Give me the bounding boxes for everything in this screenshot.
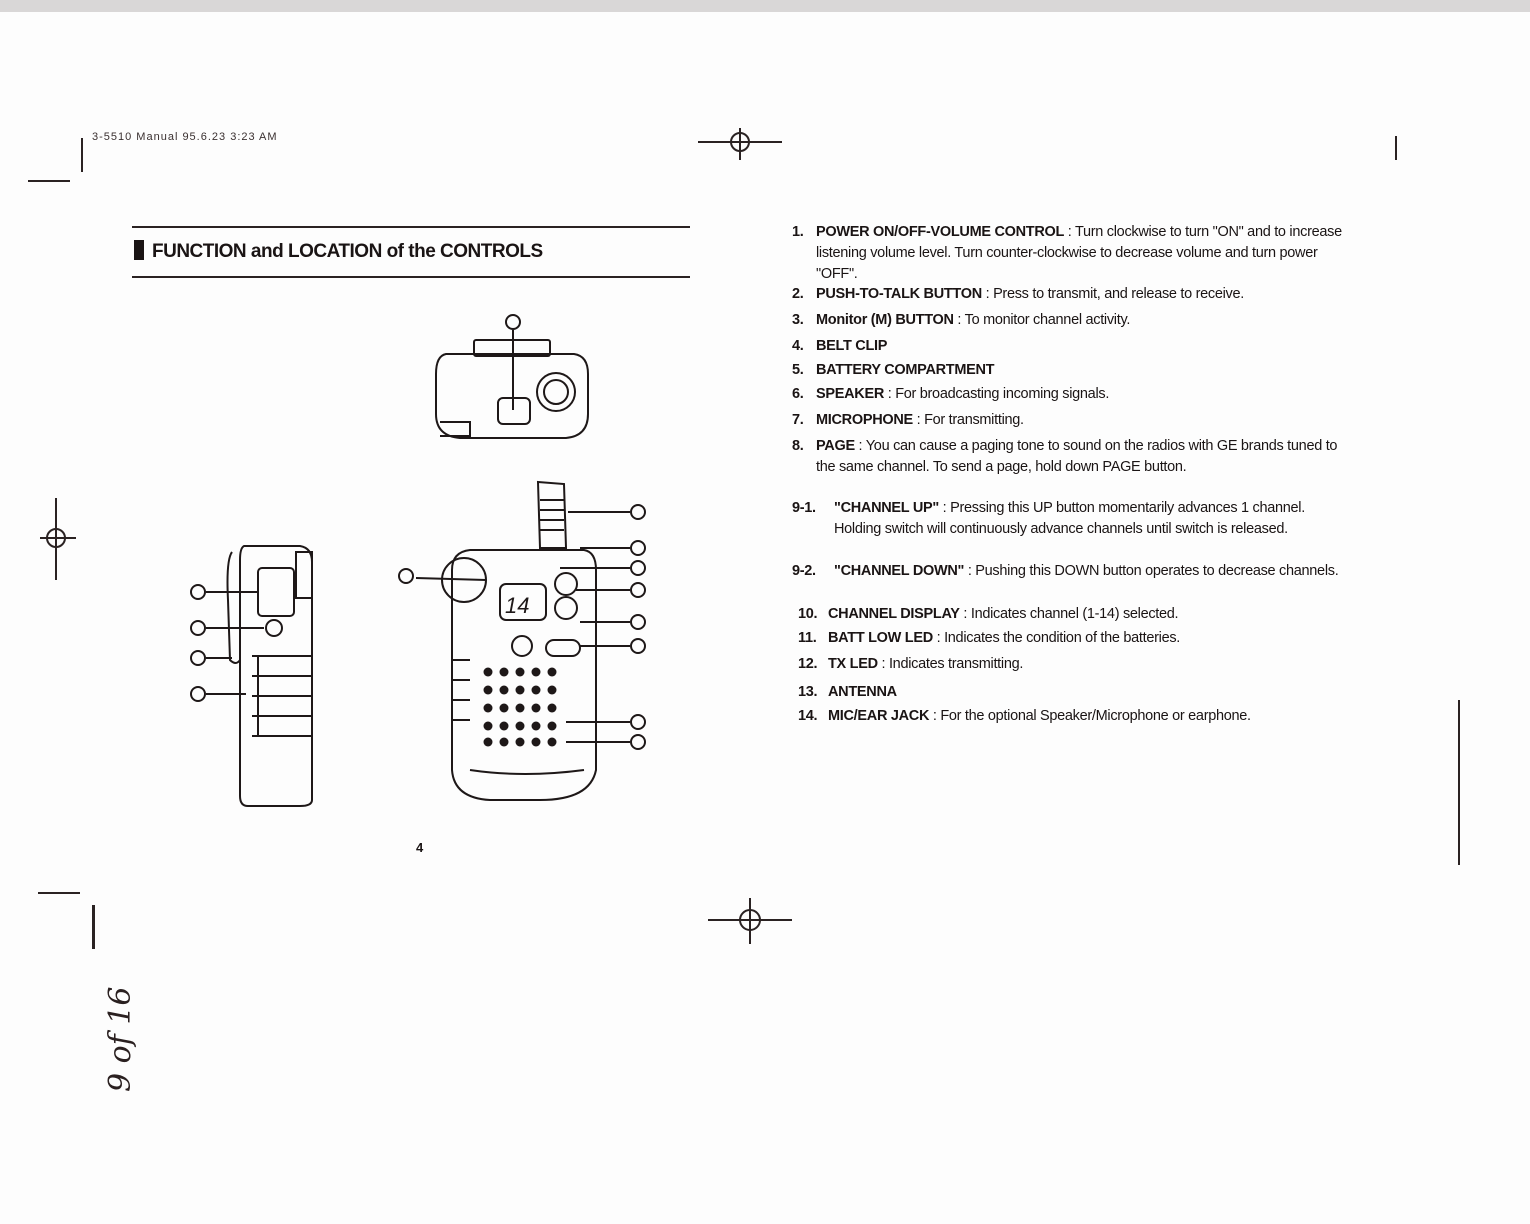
handwritten-note: 9 of 16 [103, 986, 138, 1092]
speaker-grille [484, 668, 557, 747]
radio-front-view [399, 482, 645, 800]
channel-display-readout: 14 [505, 593, 530, 618]
radio-top-view [436, 315, 588, 438]
section-title-text: FUNCTION and LOCATION of the CONTROLS [152, 241, 543, 262]
radio-side-view [191, 546, 312, 806]
header-note: 3-5510 Manual 95.6.23 3:23 AM [92, 131, 278, 143]
page-number: 4 [416, 840, 424, 855]
